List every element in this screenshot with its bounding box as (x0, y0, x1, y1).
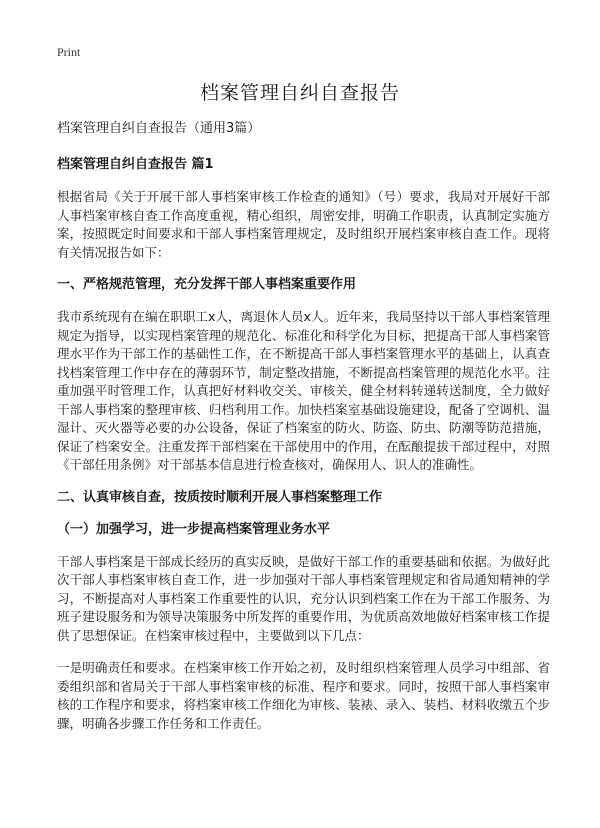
chapter-title: 档案管理自纠自查报告 篇1 (57, 157, 214, 172)
document-title: 档案管理自纠自查报告 (199, 82, 400, 104)
intro-paragraph: 根据省局《关于开展干部人事档案审核工作检查的通知》（号）要求，我局对开展好干部人事档案审核自查工作高度重视，精心组织，周密安排，明确工作职责，认真制定实施方案，按照既定时间要求和干部人事档案管理规定，及时组织开展档案审核自查工作。现将有关情况报告如下： (57, 189, 550, 260)
section-1-heading: 一、严格规范管理，充分发挥干部人事档案重要作用 (57, 277, 357, 292)
section-2-point-1: 一是明确责任和要求。在档案审核工作开始之初，及时组织档案管理人员学习中组部、省委组织部和省局关于干部人事档案审核的标准、程序和要求。同时，按照干部人事档案审核的工作程序和要求，将档案审核工作细化为审核、装裱、录入、装档、材料收缴五个步骤，明确各步骤工作任务和工作责任。 (57, 660, 550, 731)
section-2-sub-1-paragraph: 干部人事档案是干部成长经历的真实反映，是做好干部工作的重要基础和依据。为做好此次干部人事档案审核自查工作，进一步加强对干部人事档案管理规定和省局通知精神的学习，不断提高对人事档案工作重要性的认识，充分认识到档案工作在为干部工作服务、为班子建设服务和为领导决策服务中所发挥的重要作用，为优质高效地做好档案审核工作提供了思想保证。在档案审核过程中，主要做到以下几点： (57, 553, 550, 643)
document-body (57, 120, 550, 747)
section-2-heading: 二、认真审核自查，按质按时顺利开展人事档案整理工作 (57, 489, 383, 505)
section-2-subheading-1: （一）加强学习，进一步提高档案管理业务水平 (57, 521, 331, 537)
print-link[interactable]: Print (57, 45, 81, 59)
section-1-paragraph: 我市系统现有在编在职职工x人，离退休人员x人。近年来，我局坚持以干部人事档案管理规定为指导，以实现档案管理的规范化、标准化和科学化为目标，把提高干部人事档案管理水平作为干部工作的基础性工作，在不断提高干部人事档案管理水平的基础上，认真查找档案管理工作中存在的薄弱环节，制定整改措施，不断提高档案管理的规范化水平。注重加强平时管理工作，认真把好材料收交关、审核关，健全材料转递转送制度，全力做好干部人事档案的整理审核、归档利用工作。加快档案室基础设施建设，配备了空调机、温湿计、灭火器等必要的办公设备，保证了档案室的防火、防盗、防虫、防潮等防范措施，保证了档案安全。注重发挥干部档案在干部使用中的作用，在酝酿提拔干部过程中，对照《干部任用条例》对干部基本信息进行检查核对，确保用人、识人的准确性。 (57, 309, 550, 472)
document-subtitle: 档案管理自纠自查报告（通用3篇） (57, 121, 261, 136)
